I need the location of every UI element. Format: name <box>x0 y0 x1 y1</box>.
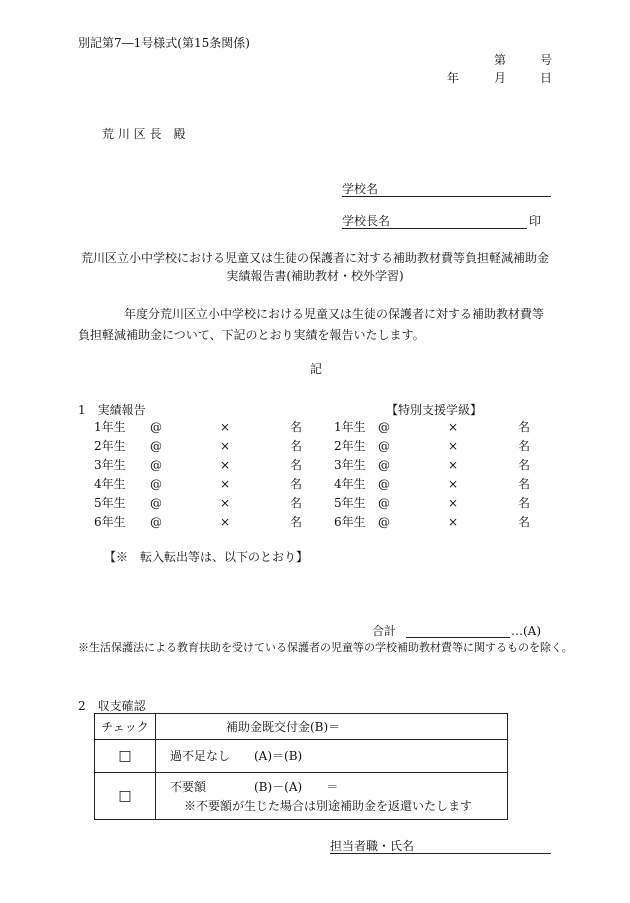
special-class-heading: 【特別支援学級】 <box>386 403 483 417</box>
check-column-header: チェック <box>95 714 156 740</box>
total-field[interactable] <box>406 625 510 638</box>
checkbox-icon[interactable]: □ <box>118 788 132 804</box>
no-surplus-cell <box>156 740 508 773</box>
times-sign: × <box>220 439 231 453</box>
times-sign: × <box>220 458 231 472</box>
count-unit: 名 <box>290 515 303 529</box>
special-count-unit: 名 <box>518 420 531 434</box>
contact-person-label: 担当者職・氏名 <box>330 839 415 853</box>
unit-price-field[interactable]: @ <box>150 458 162 472</box>
count-unit: 名 <box>290 458 303 472</box>
form-id: 別記第7―1号様式(第15条関係) <box>78 36 250 50</box>
special-count-unit: 名 <box>518 439 531 453</box>
special-count-unit: 名 <box>518 458 531 472</box>
special-unit-price-field[interactable]: @ <box>378 420 390 434</box>
title-line-1: 荒川区立小中学校における児童又は生徒の保護者に対する補助教材費等負担軽減補助金 <box>80 251 549 265</box>
addressee: 荒 川 区 長 殿 <box>102 127 186 141</box>
special-count-unit: 名 <box>518 477 531 491</box>
seal-mark: 印 <box>529 214 542 228</box>
times-sign: × <box>220 477 231 491</box>
special-times-sign: × <box>448 477 459 491</box>
unneeded-amount-cell <box>156 773 508 820</box>
school-name-field[interactable] <box>342 183 551 197</box>
total-suffix: …(A) <box>511 624 542 638</box>
grade-label: 3年生 <box>94 458 126 472</box>
section2-heading: 2 収支確認 <box>78 699 146 713</box>
special-times-sign: × <box>448 458 459 472</box>
unit-price-field[interactable]: @ <box>150 420 162 434</box>
date-year: 年 <box>447 71 460 85</box>
transfer-note: 【※ 転入転出等は、以下のとおり】 <box>104 550 309 564</box>
unit-price-field[interactable]: @ <box>150 515 162 529</box>
special-unit-price-field[interactable]: @ <box>378 439 390 453</box>
doc-number-suffix: 号 <box>540 53 553 67</box>
count-unit: 名 <box>290 439 303 453</box>
total-label: 合計 <box>372 624 397 638</box>
special-grade-label: 1年生 <box>334 420 366 434</box>
contact-person-field[interactable] <box>330 840 551 854</box>
exclusion-note: ※生活保護法による教育扶助を受けている保護者の児童等の学校補助教材費等に関するものを除く。 <box>78 641 573 654</box>
grade-label: 5年生 <box>94 496 126 510</box>
special-unit-price-field[interactable]: @ <box>378 458 390 472</box>
checkbox-icon[interactable]: □ <box>118 748 132 764</box>
grant-label: 補助金既交付金(B)＝ <box>226 719 341 734</box>
grade-label: 2年生 <box>94 439 126 453</box>
section1-heading: 1 実績報告 <box>78 403 146 417</box>
unneeded-amount-label: 不要額 (B)－(A) ＝ <box>170 779 339 794</box>
special-grade-label: 6年生 <box>334 515 366 529</box>
grade-label: 1年生 <box>94 420 126 434</box>
checkbox-no-surplus-cell[interactable] <box>95 740 156 773</box>
times-sign: × <box>220 496 231 510</box>
grade-label: 4年生 <box>94 477 126 491</box>
count-unit: 名 <box>290 496 303 510</box>
balance-check-table <box>94 713 508 820</box>
unit-price-field[interactable]: @ <box>150 477 162 491</box>
special-times-sign: × <box>448 439 459 453</box>
special-times-sign: × <box>448 496 459 510</box>
special-grade-label: 2年生 <box>334 439 366 453</box>
special-count-unit: 名 <box>518 496 531 510</box>
table-header-row <box>95 714 508 740</box>
unit-price-field[interactable]: @ <box>150 496 162 510</box>
special-unit-price-field[interactable]: @ <box>378 496 390 510</box>
special-times-sign: × <box>448 420 459 434</box>
times-sign: × <box>220 420 231 434</box>
grant-amount-cell <box>156 714 508 740</box>
unit-price-field[interactable]: @ <box>150 439 162 453</box>
grade-label: 6年生 <box>94 515 126 529</box>
special-grade-label: 4年生 <box>334 477 366 491</box>
intro-text: 年度分荒川区立小中学校における児童又は生徒の保護者に対する補助教材費等負担軽減補助金について、下記のとおり実績を報告いたします。 <box>78 307 545 342</box>
table-row <box>95 740 508 773</box>
date-month: 月 <box>494 71 507 85</box>
special-unit-price-field[interactable]: @ <box>378 477 390 491</box>
special-times-sign: × <box>448 515 459 529</box>
checkbox-unneeded-cell[interactable] <box>95 773 156 820</box>
count-unit: 名 <box>290 477 303 491</box>
table-row <box>95 773 508 820</box>
special-unit-price-field[interactable]: @ <box>378 515 390 529</box>
special-count-unit: 名 <box>518 515 531 529</box>
title-line-2: 実績報告書(補助教材・校外学習) <box>226 269 404 283</box>
principal-name-label: 学校長名 <box>342 214 391 228</box>
special-grade-label: 5年生 <box>334 496 366 510</box>
no-surplus-label: 過不足なし (A)＝(B) <box>170 749 303 763</box>
principal-name-field[interactable] <box>342 215 527 229</box>
refund-note: ※不要額が生じた場合は別途補助金を返還いたします <box>184 798 473 813</box>
count-unit: 名 <box>290 420 303 434</box>
doc-number-prefix: 第 <box>494 53 507 67</box>
times-sign: × <box>220 515 231 529</box>
date-day: 日 <box>540 71 553 85</box>
intro-paragraph <box>78 304 554 346</box>
school-name-label: 学校名 <box>342 182 379 196</box>
ki-label: 記 <box>310 362 323 376</box>
special-grade-label: 3年生 <box>334 458 366 472</box>
